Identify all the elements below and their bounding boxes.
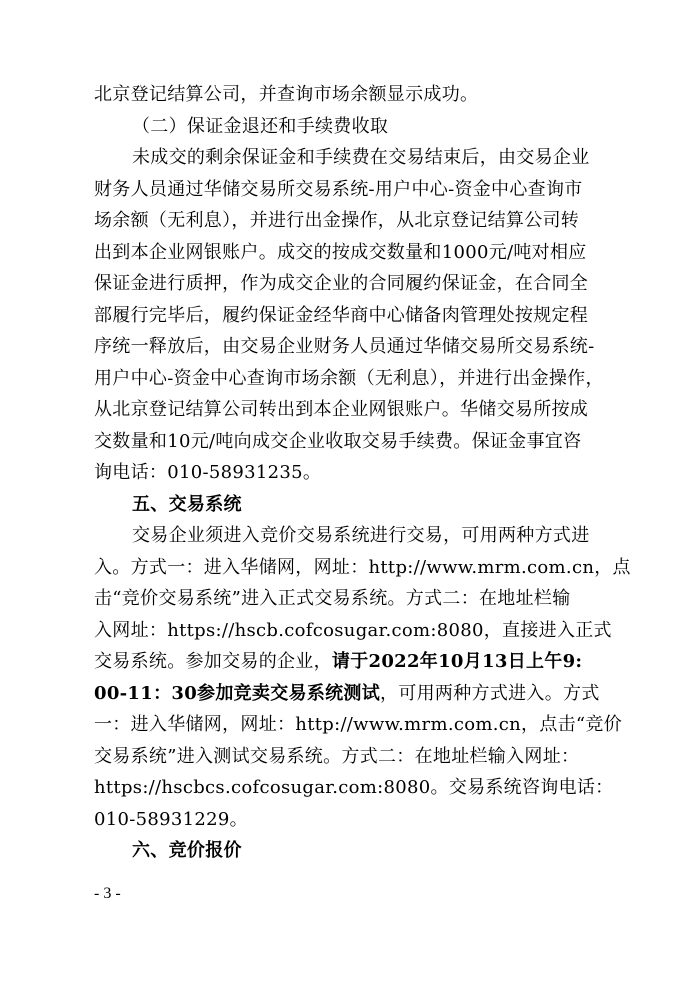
paragraph-text: ，可用两种方式进入。方式 xyxy=(380,682,600,704)
paragraph-line: 交易系统”进入测试交易系统。方式二：在地址栏输入网址： xyxy=(94,745,580,767)
paragraph-line: 询电话：010-58931235。 xyxy=(94,462,322,483)
paragraph-line xyxy=(94,682,614,708)
paragraph-line: 交易企业须进入竞价交易系统进行交易，可用两种方式进 xyxy=(132,525,590,546)
paragraph-line: 从北京登记结算公司转出到本企业网银账户。华储交易所按成 xyxy=(94,399,589,420)
section-heading: 六、竞价报价 xyxy=(132,840,242,861)
bold-emphasis-text: 请于2022年10月13日上午9: xyxy=(331,651,583,672)
paragraph-line: 交数量和10元/吨向成交企业收取交易手续费。保证金事宜咨 xyxy=(94,430,582,452)
paragraph-text: 交易系统。参加交易的企业， xyxy=(94,651,332,672)
paragraph-line: https://hscbcs.cofcosugar.com:8080。交易系统咨询电话： xyxy=(94,777,614,798)
paragraph-line: 出到本企业网银账户。成交的按成交数量和1000元/吨对相应 xyxy=(94,241,587,263)
paragraph-line: 入。方式一：进入华储网，网址：http://www.mrm.com.cn，点 xyxy=(94,556,631,578)
bold-emphasis-text: 00-11：30参加竞卖交易系统测试 xyxy=(94,682,381,704)
section-subheading: （二）保证金退还和手续费收取 xyxy=(132,115,389,137)
paragraph-line: 010-58931229。 xyxy=(94,808,248,830)
paragraph-line: 部履行完毕后，履约保证金经华商中心储备肉管理处按规定程 xyxy=(94,304,589,326)
paragraph-line: 财务人员通过华储交易所交易系统-用户中心-资金中心查询市 xyxy=(94,178,583,200)
paragraph-line: 入网址：https://hscb.cofcosugar.com:8080，直接进入正式 xyxy=(94,619,612,641)
paragraph-line: 击“竞价交易系统”进入正式交易系统。方式二：在地址栏输 xyxy=(94,588,571,609)
paragraph-line: 序统一释放后，由交易企业财务人员通过华储交易所交易系统- xyxy=(94,336,595,357)
paragraph-line xyxy=(94,650,614,676)
paragraph-line: 保证金进行质押，作为成交企业的合同履约保证金，在合同全 xyxy=(94,273,589,294)
page-number: - 3 - xyxy=(94,884,121,902)
paragraph-line: 场余额（无利息），并进行出金操作，从北京登记结算公司转 xyxy=(94,210,580,231)
paragraph-line: 一：进入华储网，网址：http://www.mrm.com.cn，点击“竞价 xyxy=(94,714,623,735)
paragraph-line: 用户中心-资金中心查询市场余额（无利息），并进行出金操作， xyxy=(94,367,604,389)
section-heading: 五、交易系统 xyxy=(132,493,242,515)
paragraph-line: 未成交的剩余保证金和手续费在交易结束后，由交易企业 xyxy=(132,147,590,168)
paragraph-line: 北京登记结算公司，并查询市场余额显示成功。 xyxy=(94,84,479,105)
